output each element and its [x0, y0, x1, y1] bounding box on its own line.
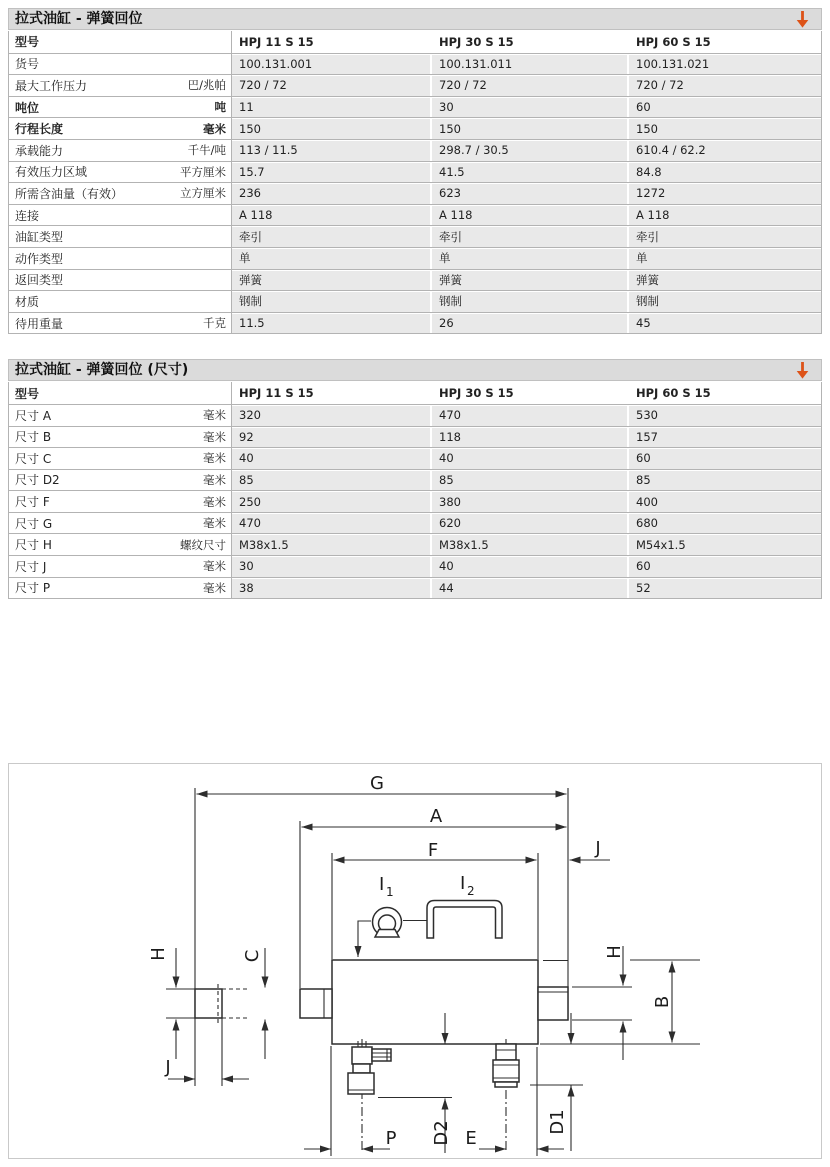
table-row — [9, 512, 821, 534]
dim-label-f: F — [427, 840, 439, 862]
table-row — [9, 290, 821, 312]
row-label: 尺寸 F — [15, 495, 50, 510]
dimension-j-top — [570, 838, 611, 860]
row-label: 所需含油量（有效） — [15, 186, 124, 201]
row-unit: 平方厘米 — [180, 164, 226, 179]
table-row — [9, 225, 821, 247]
row-value: M38x1.5 — [430, 534, 627, 555]
row-value: 40 — [430, 448, 627, 469]
row-label: 材质 — [15, 294, 40, 309]
row-value: 11 — [232, 97, 430, 118]
row-unit: 毫米 — [203, 121, 226, 136]
row-unit: 毫米 — [203, 451, 226, 466]
dimension-table — [8, 382, 822, 599]
row-value: 单 — [627, 248, 821, 269]
dim-label-a: A — [429, 806, 443, 828]
row-value: 40 — [430, 556, 627, 577]
row-value: 680 — [627, 513, 821, 534]
row-value: 236 — [232, 183, 430, 204]
dim-label-d2: D2 — [431, 1120, 452, 1146]
table-row — [9, 269, 821, 291]
row-unit: 毫米 — [203, 408, 226, 423]
row-unit: 千克 — [203, 316, 226, 331]
row-value: 250 — [232, 491, 430, 512]
row-value: 100.131.011 — [430, 54, 627, 75]
dim-label-p: P — [385, 1128, 397, 1150]
table-row — [9, 404, 821, 426]
row-value: 38 — [232, 578, 430, 599]
row-label: 尺寸 P — [15, 581, 51, 596]
row-value: 钢制 — [232, 291, 430, 312]
download-arrow-icon[interactable] — [796, 11, 809, 28]
row-value: A 118 — [232, 205, 430, 226]
table-row — [9, 247, 821, 269]
row-unit: 毫米 — [203, 559, 226, 574]
table-row — [9, 74, 821, 96]
lifting-eye — [358, 874, 427, 957]
row-value: 610.4 / 62.2 — [627, 140, 821, 161]
table-body — [9, 53, 821, 334]
row-label: 动作类型 — [15, 251, 64, 266]
row-label: 尺寸 H — [15, 538, 52, 553]
row-value: 720 / 72 — [430, 75, 627, 96]
row-value: 150 — [232, 118, 430, 139]
row-value: 30 — [430, 97, 627, 118]
row-value: 44 — [430, 578, 627, 599]
table-row — [9, 139, 821, 161]
row-value: 620 — [430, 513, 627, 534]
table-row — [9, 182, 821, 204]
row-value: 单 — [232, 248, 430, 269]
row-value: 15.7 — [232, 162, 430, 183]
row-value: 85 — [430, 470, 627, 491]
row-label: 返回类型 — [15, 273, 64, 288]
coupler-detail-view — [148, 947, 265, 1086]
row-unit: 毫米 — [203, 494, 226, 509]
dim-label-h-right: H — [604, 945, 625, 960]
row-value: 60 — [627, 97, 821, 118]
straight-fitting — [493, 1039, 519, 1153]
row-label: 尺寸 J — [15, 559, 47, 574]
row-unit: 毫米 — [203, 580, 226, 595]
row-value: 牵引 — [232, 226, 430, 247]
dim-label-j-top: J — [595, 838, 601, 860]
section-title: 拉式油缸 - 弹簧回位 (尺寸) — [15, 362, 189, 379]
row-value: 150 — [627, 118, 821, 139]
row-value: A 118 — [430, 205, 627, 226]
dimension-h-right — [572, 945, 632, 1060]
section-header-bar — [8, 359, 822, 381]
row-label: 承载能力 — [15, 143, 64, 158]
row-label: 尺寸 A — [15, 408, 52, 423]
column-header: HPJ 30 S 15 — [430, 382, 627, 404]
row-value: 85 — [232, 470, 430, 491]
dim-label-b: B — [652, 996, 673, 1009]
row-value: 11.5 — [232, 313, 430, 334]
row-value: 弹簧 — [430, 270, 627, 291]
row-value: 400 — [627, 491, 821, 512]
table-header-row — [9, 382, 821, 404]
section-main-specs — [8, 8, 822, 334]
dim-label-e: E — [465, 1128, 477, 1150]
row-value: 牵引 — [627, 226, 821, 247]
dim-label-h-left: H — [148, 947, 169, 962]
row-value: 150 — [430, 118, 627, 139]
dim-label-i2: I — [460, 873, 466, 895]
row-value: 470 — [232, 513, 430, 534]
row-value: 530 — [627, 405, 821, 426]
dimension-f — [332, 840, 538, 959]
table-row — [9, 577, 821, 599]
row-value: 100.131.021 — [627, 54, 821, 75]
column-header: HPJ 11 S 15 — [232, 382, 430, 404]
dim-label-j-left: J — [165, 1057, 171, 1079]
row-value: 113 / 11.5 — [232, 140, 430, 161]
table-row — [9, 469, 821, 491]
dim-label-d1: D1 — [547, 1109, 568, 1135]
table-row — [9, 426, 821, 448]
row-label: 待用重量 — [15, 316, 64, 331]
table-row — [9, 161, 821, 183]
row-value: 52 — [627, 578, 821, 599]
row-unit: 吨 — [214, 100, 226, 115]
row-label: 行程长度 — [15, 122, 64, 137]
row-value: 钢制 — [430, 291, 627, 312]
table-row — [9, 117, 821, 139]
row-value: M54x1.5 — [627, 534, 821, 555]
row-value: 298.7 / 30.5 — [430, 140, 627, 161]
row-unit: 毫米 — [203, 516, 226, 531]
row-label: 有效压力区域 — [15, 165, 88, 180]
carry-handle — [427, 873, 502, 938]
column-header: HPJ 60 S 15 — [627, 382, 821, 404]
row-value: 100.131.001 — [232, 54, 430, 75]
table-row — [9, 447, 821, 469]
row-unit: 巴/兆帕 — [187, 78, 226, 93]
table-row — [9, 204, 821, 226]
row-label: 尺寸 B — [15, 430, 52, 445]
row-label: 尺寸 D2 — [15, 473, 60, 488]
row-unit: 螺纹尺寸 — [180, 537, 226, 552]
row-value: 720 / 72 — [627, 75, 821, 96]
section-dimensions — [8, 359, 822, 599]
technical-drawing-panel — [8, 763, 822, 1159]
row-value: 弹簧 — [232, 270, 430, 291]
row-value: 40 — [232, 448, 430, 469]
row-value: 1272 — [627, 183, 821, 204]
row-value: 623 — [430, 183, 627, 204]
section-header-bar — [8, 8, 822, 30]
download-arrow-icon[interactable] — [796, 362, 809, 379]
row-unit: 千牛/吨 — [187, 143, 226, 158]
dim-label-i2-sub: 2 — [467, 884, 475, 899]
row-value: 牵引 — [430, 226, 627, 247]
table-row — [9, 53, 821, 75]
row-unit: 毫米 — [203, 472, 226, 487]
cylinder-body — [300, 960, 568, 1044]
row-label: 尺寸 G — [15, 516, 53, 531]
row-value: 26 — [430, 313, 627, 334]
row-label: 尺寸 C — [15, 451, 52, 466]
row-label: 油缸类型 — [15, 230, 64, 245]
row-value: 60 — [627, 556, 821, 577]
table-row — [9, 312, 821, 334]
row-value: 470 — [430, 405, 627, 426]
row-value: 60 — [627, 448, 821, 469]
row-value: 41.5 — [430, 162, 627, 183]
row-label: 货号 — [15, 57, 40, 72]
table-header-row — [9, 31, 821, 53]
table-row — [9, 96, 821, 118]
dim-label-i1: I — [379, 874, 385, 896]
row-value: A 118 — [627, 205, 821, 226]
dimension-p — [304, 1046, 397, 1156]
column-header: HPJ 30 S 15 — [430, 31, 627, 53]
table-row — [9, 490, 821, 512]
dimension-drawing — [9, 764, 821, 1158]
elbow-fitting — [348, 1039, 391, 1153]
row-unit: 立方厘米 — [180, 186, 226, 201]
spec-table — [8, 31, 822, 334]
column-header-model: 型号 — [15, 386, 40, 401]
row-value: 92 — [232, 427, 430, 448]
row-value: 380 — [430, 491, 627, 512]
row-label: 吨位 — [15, 100, 40, 115]
row-value: 84.8 — [627, 162, 821, 183]
dim-label-c: C — [242, 949, 263, 963]
row-value: 45 — [627, 313, 821, 334]
row-value: 钢制 — [627, 291, 821, 312]
row-value: 157 — [627, 427, 821, 448]
column-header: HPJ 60 S 15 — [627, 31, 821, 53]
section-title: 拉式油缸 - 弹簧回位 — [15, 11, 143, 27]
column-header: HPJ 11 S 15 — [232, 31, 430, 53]
row-value: 118 — [430, 427, 627, 448]
row-value: 弹簧 — [627, 270, 821, 291]
row-value: M38x1.5 — [232, 534, 430, 555]
table-body — [9, 404, 821, 598]
row-value: 30 — [232, 556, 430, 577]
row-value: 单 — [430, 248, 627, 269]
column-header-model: 型号 — [15, 35, 40, 50]
row-value: 320 — [232, 405, 430, 426]
row-label: 连接 — [15, 208, 40, 223]
row-value: 85 — [627, 470, 821, 491]
row-value: 720 / 72 — [232, 75, 430, 96]
dim-label-i1-sub: 1 — [386, 885, 394, 900]
dim-label-g: G — [370, 773, 384, 795]
row-unit: 毫米 — [203, 429, 226, 444]
table-row — [9, 555, 821, 577]
row-label: 最大工作压力 — [15, 78, 88, 93]
table-row — [9, 533, 821, 555]
